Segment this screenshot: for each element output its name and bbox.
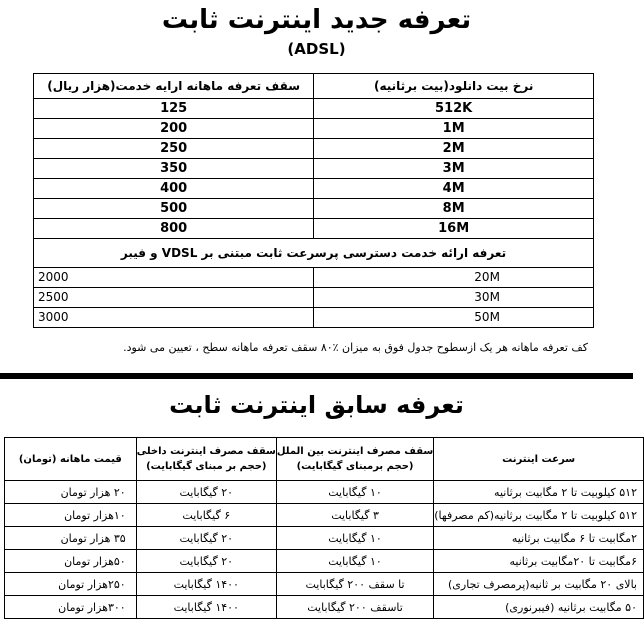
table-row (34, 119, 594, 139)
new-tariff-header-row (34, 74, 594, 99)
table-row (34, 288, 594, 308)
price-cell: 3000 (34, 308, 314, 328)
section-divider (0, 373, 633, 379)
table-row (5, 527, 644, 550)
speed-cell: 512K (314, 99, 594, 119)
speed-cell: ۲مگابیت تا ۶ مگابیت برثانیه (434, 527, 644, 550)
vdsl-header-row (34, 239, 594, 268)
table-row (5, 481, 644, 504)
table-row (34, 219, 594, 239)
domestic-cell: ۱۴۰۰ گیگابایت (136, 596, 276, 619)
table-row (34, 139, 594, 159)
header-intl-line1: سقف مصرف اینترنت بین الملل (276, 446, 434, 457)
speed-cell: 2M (314, 139, 594, 159)
intl-cell: ۳ گیگابایت (276, 504, 433, 527)
price-cell: 250 (34, 139, 314, 159)
price-cell: 400 (34, 179, 314, 199)
speed-cell: ۵۱۲ کیلوبیت تا ۲ مگابیت برثانیه (434, 481, 644, 504)
domestic-cell: ۲۰ گیگابایت (136, 550, 276, 573)
table-row (5, 596, 644, 619)
price-cell: ۲۵۰هزار تومان (5, 573, 137, 596)
price-cell: 2500 (34, 288, 314, 308)
domestic-cell: ۲۰ گیگابایت (136, 527, 276, 550)
table-row (34, 268, 594, 288)
table-row (34, 159, 594, 179)
speed-cell: 1M (314, 119, 594, 139)
intl-cell: ۱۰ گیگابایت (276, 481, 433, 504)
header-intl (276, 438, 433, 481)
intl-cell: ۱۰ گیگابایت (276, 527, 433, 550)
speed-cell: 4M (314, 179, 594, 199)
intl-cell: تا سقف ۲۰۰ گیگابایت (276, 573, 433, 596)
speed-cell: ۵۱۲ کیلوبیت تا ۲ مگابیت برثانیه(کم مصرفها) (434, 504, 644, 527)
speed-cell: بالای ۲۰ مگابیت بر ثانیه(پرمصرف تجاری) (434, 573, 644, 596)
price-cell: ۱۰هزار تومان (5, 504, 137, 527)
price-cell: ۳۰۰هزار تومان (5, 596, 137, 619)
speed-cell: ۶مگابیت تا ۲۰مگابیت برثانیه (434, 550, 644, 573)
speed-cell: 20M (314, 268, 594, 288)
price-cell: 2000 (34, 268, 314, 288)
price-cell: ۳۵ هزار تومان (5, 527, 137, 550)
header-speed: نرخ بیت دانلود(بیت برثانیه) (314, 74, 594, 99)
new-tariff-table (33, 73, 594, 328)
table-row (5, 573, 644, 596)
new-tariff-subtitle: (ADSL) (287, 40, 346, 58)
speed-cell: 8M (314, 199, 594, 219)
speed-cell: ۵۰ مگابیت برثانیه (فیبرنوری) (434, 596, 644, 619)
header-intl-line2: (حجم برمبنای گیگابایت) (296, 461, 414, 472)
domestic-cell: ۶ گیگابایت (136, 504, 276, 527)
speed-cell: 50M (314, 308, 594, 328)
price-cell: ۵۰هزار تومان (5, 550, 137, 573)
price-cell: 125 (34, 99, 314, 119)
domestic-cell: ۱۴۰۰ گیگابایت (136, 573, 276, 596)
price-cell: 800 (34, 219, 314, 239)
intl-cell: ۱۰ گیگابایت (276, 550, 433, 573)
price-cell: ۲۰ هزار تومان (5, 481, 137, 504)
price-cell: 200 (34, 119, 314, 139)
vdsl-header: تعرفه ارائه خدمت دسترسی پرسرعت ثابت مبتنی بر VDSL و فیبر (34, 239, 594, 268)
header-domestic-line1: سقف مصرف اینترنت داخلی (136, 446, 276, 457)
header-price: سقف تعرفه ماهانه ارایه خدمت(هزار ریال) (34, 74, 314, 99)
table-row (5, 504, 644, 527)
tariff-note: کف تعرفه ماهانه هر یک ازسطوح جدول فوق به میزان ٪۸۰ سقف تعرفه ماهانه سطح ، تعیین می شود. (123, 341, 588, 354)
table-row (34, 99, 594, 119)
old-tariff-header-row (5, 438, 644, 481)
table-row (34, 179, 594, 199)
header-domestic-line2: (حجم بر مبنای گیگابایت) (146, 461, 267, 472)
old-tariff-table (4, 437, 644, 619)
header-speed: سرعت اینترنت (434, 438, 644, 481)
intl-cell: تاسقف ۲۰۰ گیگابایت (276, 596, 433, 619)
speed-cell: 3M (314, 159, 594, 179)
price-cell: 500 (34, 199, 314, 219)
table-row (5, 550, 644, 573)
header-price: قیمت ماهانه (تومان) (5, 438, 137, 481)
domestic-cell: ۲۰ گیگابایت (136, 481, 276, 504)
new-tariff-title: تعرفه جدید اینترنت ثابت (161, 5, 472, 35)
table-row (34, 308, 594, 328)
speed-cell: 30M (314, 288, 594, 308)
speed-cell: 16M (314, 219, 594, 239)
price-cell: 350 (34, 159, 314, 179)
header-domestic (136, 438, 276, 481)
old-tariff-title: تعرفه سابق اینترنت ثابت (169, 391, 464, 419)
table-row (34, 199, 594, 219)
